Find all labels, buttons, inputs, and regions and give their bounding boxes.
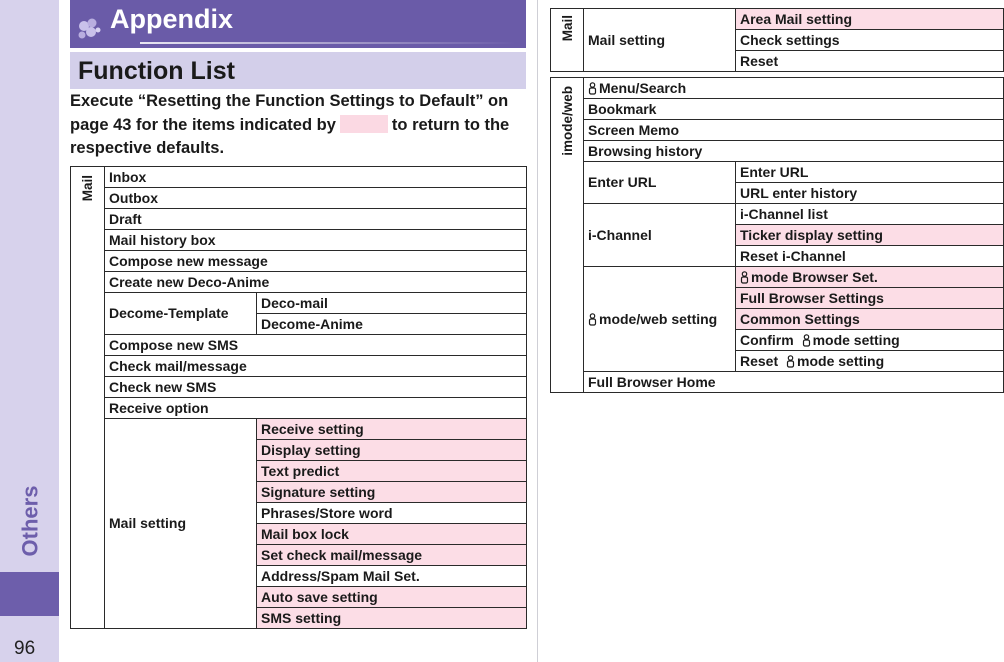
list-item: Address/Spam Mail Set. (257, 566, 527, 587)
list-item: Decome-Anime (257, 314, 527, 335)
table-row (71, 230, 527, 251)
table-row (551, 204, 1004, 225)
function-list-title: Function List (78, 57, 235, 85)
list-item: Display setting (257, 440, 527, 461)
list-item: Phrases/Store word (257, 503, 527, 524)
function-list-header (70, 52, 526, 89)
flower-icon (74, 14, 104, 44)
table-row (71, 356, 527, 377)
section-tab (0, 572, 59, 616)
list-item: Signature setting (257, 482, 527, 503)
list-item: Decome-Template (105, 293, 257, 335)
mail-setting-table (550, 8, 1004, 72)
table-row (71, 167, 527, 188)
list-item (736, 351, 1004, 372)
instructions (70, 90, 530, 161)
list-item: Receive setting (257, 419, 527, 440)
list-item: Reset (736, 51, 1004, 72)
list-item (584, 267, 736, 372)
column-divider (537, 0, 538, 662)
list-item: Ticker display setting (736, 225, 1004, 246)
table-row (71, 335, 527, 356)
list-item: SMS setting (257, 608, 527, 629)
mode-browser-set-label: mode Browser Set. (751, 268, 878, 285)
instructions-part1: Execute “Resetting the Function Settings to Default” on page 43 for the items indicated by (70, 92, 509, 134)
highlight-sample (340, 115, 388, 133)
mode-web-setting-label: mode/web setting (599, 310, 718, 327)
list-item: Inbox (105, 167, 527, 188)
table-row (71, 209, 527, 230)
table-row (71, 272, 527, 293)
table-row (551, 9, 1004, 30)
list-item: Full Browser Home (584, 372, 1004, 393)
list-item: URL enter history (736, 183, 1004, 204)
table-row (551, 267, 1004, 288)
group-cell-mail (71, 167, 105, 629)
imode-icon (740, 271, 749, 284)
section-label (8, 474, 52, 568)
table-row (551, 99, 1004, 120)
list-item: Enter URL (736, 162, 1004, 183)
table-row (71, 377, 527, 398)
table-row (551, 141, 1004, 162)
table-row (551, 120, 1004, 141)
list-item: Browsing history (584, 141, 1004, 162)
list-item: Deco-mail (257, 293, 527, 314)
list-item: Set check mail/message (257, 545, 527, 566)
table-row (551, 372, 1004, 393)
table-row (71, 188, 527, 209)
list-item: Receive option (105, 398, 527, 419)
group-label-imode-web: imode/web (559, 86, 575, 156)
list-item: Mail setting (105, 419, 257, 629)
imode-web-table (550, 77, 1004, 393)
list-item: Enter URL (584, 162, 736, 204)
imode-icon (802, 334, 811, 347)
imode-icon (588, 313, 597, 326)
list-item: Mail setting (584, 9, 736, 72)
mail-function-table (70, 166, 527, 629)
table-row (71, 419, 527, 440)
list-item: i-Channel (584, 204, 736, 267)
confirm-label: Confirm (740, 331, 794, 348)
list-item: Check mail/message (105, 356, 527, 377)
list-item (584, 78, 1004, 99)
group-label-mail: Mail (80, 175, 95, 202)
list-item: Mail box lock (257, 524, 527, 545)
list-item: Text predict (257, 461, 527, 482)
list-item: Mail history box (105, 230, 527, 251)
list-item: Area Mail setting (736, 9, 1004, 30)
imode-icon (588, 82, 597, 95)
confirm-mode-setting-label: mode setting (812, 331, 900, 348)
instructions-part2: to return to the respective defaults. (70, 115, 510, 157)
list-item: Check settings (736, 30, 1004, 51)
list-item: Create new Deco-Anime (105, 272, 527, 293)
list-item: Common Settings (736, 309, 1004, 330)
header-underline (140, 42, 516, 44)
list-item: Check new SMS (105, 377, 527, 398)
appendix-header (70, 0, 526, 48)
list-item: Full Browser Settings (736, 288, 1004, 309)
appendix-title: Appendix (110, 4, 234, 34)
list-item: Draft (105, 209, 527, 230)
section-label-text: Others (17, 485, 43, 557)
table-row (71, 398, 527, 419)
list-item: Reset i-Channel (736, 246, 1004, 267)
group-cell-imode-web (551, 78, 584, 393)
list-item (736, 330, 1004, 351)
list-item: Auto save setting (257, 587, 527, 608)
group-label-mail: Mail (559, 15, 575, 42)
group-cell-mail (551, 9, 584, 72)
list-item: Screen Memo (584, 120, 1004, 141)
list-item: i-Channel list (736, 204, 1004, 225)
page-number: 96 (14, 638, 36, 659)
list-item: Bookmark (584, 99, 1004, 120)
list-item (736, 267, 1004, 288)
menu-search-label: Menu/Search (599, 79, 687, 96)
list-item: Outbox (105, 188, 527, 209)
imode-icon (786, 355, 795, 368)
table-row (551, 162, 1004, 183)
reset-label: Reset (740, 352, 779, 369)
table-row (551, 78, 1004, 99)
table-row (71, 251, 527, 272)
list-item: Compose new message (105, 251, 527, 272)
reset-mode-setting-label: mode setting (797, 352, 885, 369)
list-item: Compose new SMS (105, 335, 527, 356)
table-row (71, 293, 527, 314)
